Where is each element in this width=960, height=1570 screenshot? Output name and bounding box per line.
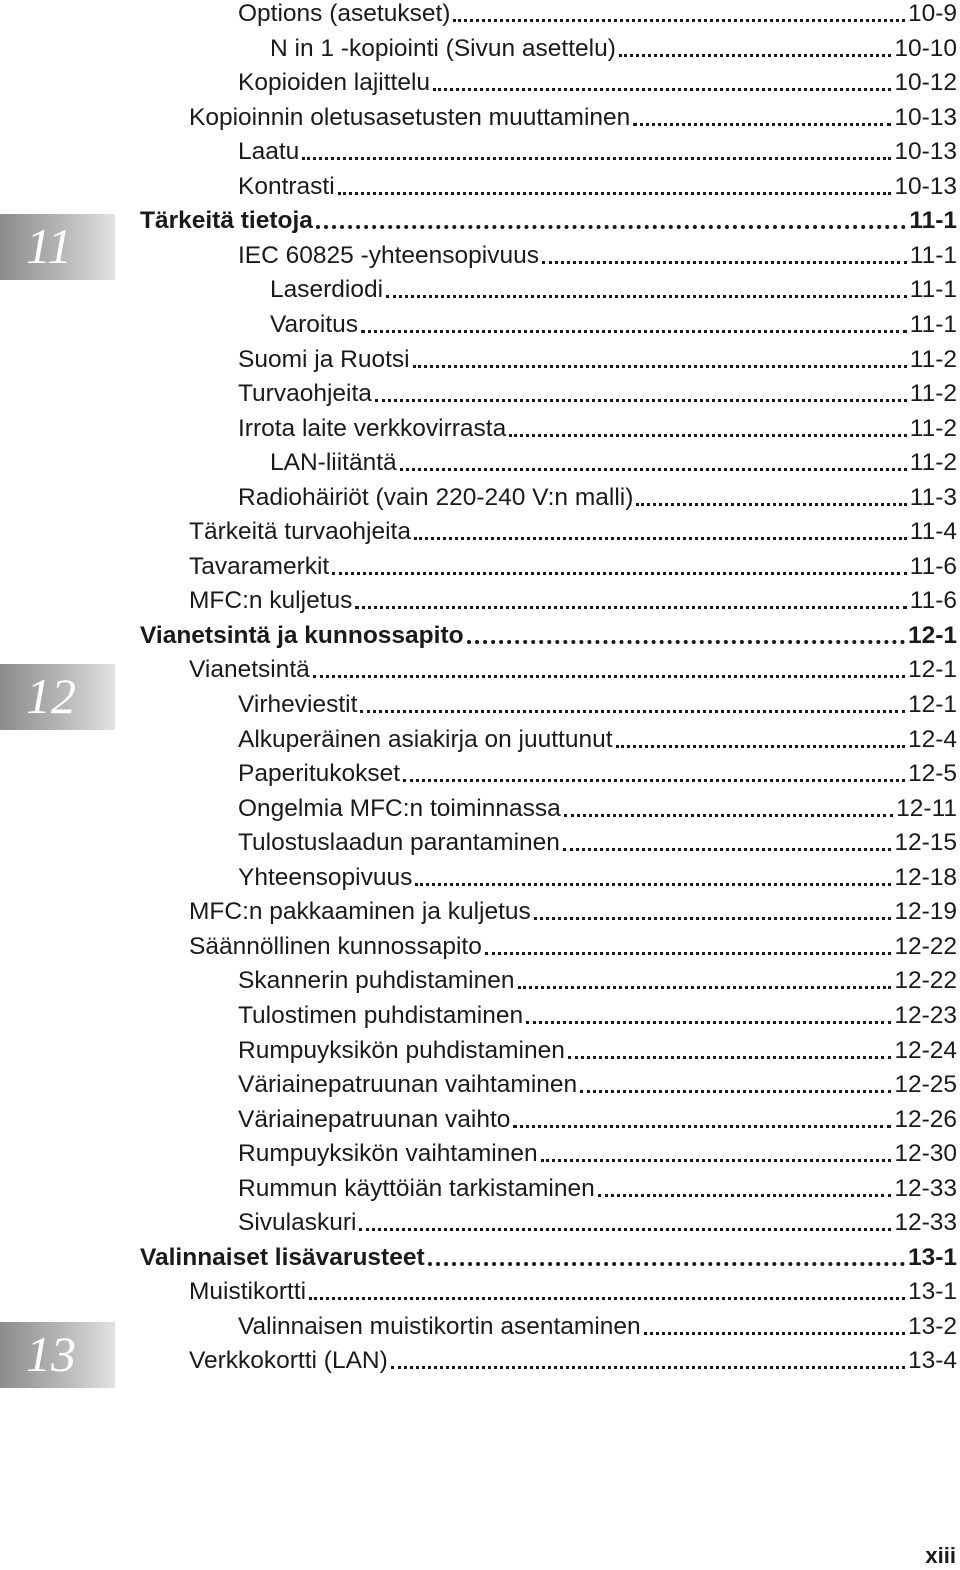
toc-entry-page: 12-15 bbox=[894, 829, 957, 857]
toc-entry-page: 12-22 bbox=[894, 967, 957, 995]
toc-entry-page: 12-1 bbox=[907, 656, 957, 684]
dot-leader bbox=[428, 1262, 905, 1266]
toc-entry-page: 11-1 bbox=[909, 310, 957, 338]
toc-entry[interactable] bbox=[189, 928, 957, 962]
toc-entry[interactable] bbox=[238, 133, 957, 167]
dot-leader bbox=[564, 814, 893, 817]
dot-leader bbox=[359, 1228, 891, 1231]
dot-leader bbox=[541, 1159, 892, 1162]
toc-chapter-entry[interactable] bbox=[140, 1239, 957, 1273]
toc-entry[interactable] bbox=[189, 548, 957, 582]
toc-entry-page: 13-1 bbox=[907, 1243, 957, 1271]
dot-leader bbox=[355, 606, 906, 609]
toc-entry-page: 12-26 bbox=[894, 1105, 957, 1133]
toc-entry[interactable] bbox=[238, 859, 957, 893]
toc-entry[interactable] bbox=[238, 168, 957, 202]
dot-leader bbox=[415, 883, 891, 886]
toc-entry-page: 11-3 bbox=[909, 483, 957, 511]
toc-entry[interactable] bbox=[238, 375, 957, 409]
dot-leader bbox=[360, 710, 905, 713]
toc-entry-page: 11-1 bbox=[909, 207, 957, 235]
toc-entry-page: 12-18 bbox=[894, 863, 957, 891]
dot-leader bbox=[633, 123, 891, 126]
toc-entry-title: Turvaohjeita bbox=[238, 380, 372, 408]
toc-entry[interactable] bbox=[238, 479, 957, 513]
toc-entry-title: Muistikortti bbox=[189, 1278, 307, 1306]
toc-entry[interactable] bbox=[238, 64, 957, 98]
toc-entry-page: 12-33 bbox=[894, 1209, 957, 1237]
chapter-tab-11 bbox=[0, 214, 115, 280]
toc-entry[interactable] bbox=[189, 651, 957, 685]
toc-entry-title: Tärkeitä turvaohjeita bbox=[189, 518, 411, 546]
toc-entry-page: 12-33 bbox=[894, 1174, 957, 1202]
dot-leader bbox=[413, 365, 907, 368]
dot-leader bbox=[391, 1366, 905, 1369]
toc-entry-title: Sivulaskuri bbox=[238, 1209, 357, 1237]
toc-entry[interactable] bbox=[238, 410, 957, 444]
toc-entry[interactable] bbox=[189, 99, 957, 133]
toc-entry[interactable] bbox=[238, 755, 957, 789]
toc-entry-title: Radiohäiriöt (vain 220-240 V:n malli) bbox=[238, 483, 634, 511]
toc-chapter-entry[interactable] bbox=[140, 617, 957, 651]
toc-entry-title: Väriainepatruunan vaihtaminen bbox=[238, 1071, 578, 1099]
toc-entry-title: Valinnaiset lisävarusteet bbox=[140, 1243, 425, 1271]
dot-leader bbox=[414, 537, 907, 540]
toc-entry[interactable] bbox=[238, 824, 957, 858]
toc-entry-page: 11-2 bbox=[909, 380, 957, 408]
toc-entry-page: 11-6 bbox=[909, 552, 957, 580]
dot-leader bbox=[338, 192, 892, 195]
dot-leader bbox=[386, 295, 907, 298]
dot-leader bbox=[542, 261, 907, 264]
toc-entry-page: 12-1 bbox=[907, 621, 957, 649]
dot-leader bbox=[433, 88, 891, 91]
toc-entry-page: 13-2 bbox=[907, 1312, 957, 1340]
toc-entry-page: 11-2 bbox=[909, 345, 957, 373]
toc-entry-title: Suomi ja Ruotsi bbox=[238, 345, 410, 373]
dot-leader bbox=[485, 952, 891, 955]
toc-entry-page: 11-2 bbox=[909, 414, 957, 442]
toc-entry[interactable] bbox=[270, 30, 957, 64]
toc-entry[interactable] bbox=[270, 306, 957, 340]
dot-leader bbox=[400, 468, 907, 471]
toc-entry-page: 12-19 bbox=[894, 898, 957, 926]
toc-entry[interactable] bbox=[238, 790, 957, 824]
toc-entry-title: Tulostuslaadun parantaminen bbox=[238, 829, 560, 857]
toc-entry-title: Vianetsintä ja kunnossapito bbox=[140, 621, 464, 649]
dot-leader bbox=[518, 986, 892, 989]
toc-entry-page: 12-30 bbox=[894, 1140, 957, 1168]
toc-entry-title: LAN-liitäntä bbox=[270, 449, 397, 477]
chapter-number: 11 bbox=[26, 218, 73, 274]
dot-leader bbox=[375, 399, 907, 402]
toc-entry-page: 10-13 bbox=[894, 103, 957, 131]
dot-leader bbox=[332, 572, 907, 575]
toc-entry-page: 12-5 bbox=[907, 760, 957, 788]
toc-chapter-entry[interactable] bbox=[140, 202, 957, 236]
toc-entry-title: Irrota laite verkkovirrasta bbox=[238, 414, 507, 442]
toc-entry-title: MFC:n pakkaaminen ja kuljetus bbox=[189, 898, 531, 926]
page-number: xiii bbox=[925, 1543, 956, 1568]
toc-entry-page: 13-4 bbox=[907, 1347, 957, 1375]
toc-entry-title: Virheviestit bbox=[238, 691, 358, 718]
toc-entry-title: Varoitus bbox=[270, 310, 359, 338]
toc-entry[interactable] bbox=[189, 1342, 957, 1376]
dot-leader bbox=[513, 1125, 891, 1128]
toc-entry-title: Säännöllinen kunnossapito bbox=[189, 932, 482, 960]
toc-entry-title: Options (asetukset) bbox=[238, 0, 451, 27]
toc-entry-title: Laatu bbox=[238, 138, 300, 166]
toc-entry-title: Ongelmia MFC:n toiminnassa bbox=[238, 794, 561, 822]
toc-entry-title: Rummun käyttöiän tarkistaminen bbox=[238, 1174, 595, 1202]
toc-entry-page: 11-1 bbox=[909, 241, 957, 269]
toc-entry-page: 12-23 bbox=[894, 1001, 957, 1029]
toc-entry[interactable] bbox=[189, 513, 957, 547]
toc-entry-title: MFC:n kuljetus bbox=[189, 587, 353, 615]
toc-entry-page: 11-1 bbox=[909, 276, 957, 304]
toc-entry-page: 11-4 bbox=[909, 518, 957, 546]
toc-entry-title: Skannerin puhdistaminen bbox=[238, 967, 515, 995]
dot-leader bbox=[563, 848, 891, 851]
toc-entry[interactable] bbox=[238, 721, 957, 755]
dot-leader bbox=[309, 1297, 905, 1300]
toc-entry-page: 10-12 bbox=[894, 69, 957, 97]
toc-entry[interactable] bbox=[238, 1101, 957, 1135]
toc-entry[interactable] bbox=[238, 1032, 957, 1066]
toc-entry-title: IEC 60825 -yhteensopivuus bbox=[238, 241, 539, 269]
toc-entry-page: 13-1 bbox=[907, 1278, 957, 1306]
dot-leader bbox=[316, 225, 906, 229]
dot-leader bbox=[644, 1332, 905, 1335]
toc-entry-page: 12-1 bbox=[907, 691, 957, 718]
toc-entry[interactable] bbox=[238, 341, 957, 375]
toc-entry-page: 10-13 bbox=[894, 138, 957, 166]
toc-entry-title: N in 1 -kopiointi (Sivun asettelu) bbox=[270, 34, 616, 62]
toc-entry-title: Rumpuyksikön puhdistaminen bbox=[238, 1036, 565, 1064]
toc-entry-title: Alkuperäinen asiakirja on juuttunut bbox=[238, 725, 613, 753]
dot-leader bbox=[580, 1090, 891, 1093]
dot-leader bbox=[534, 917, 892, 920]
toc-entry[interactable] bbox=[189, 582, 957, 616]
chapter-number: 13 bbox=[26, 1326, 76, 1382]
chapter-tab-12 bbox=[0, 664, 115, 730]
toc-entry-title: Väriainepatruunan vaihto bbox=[238, 1105, 511, 1133]
toc-entry[interactable] bbox=[270, 444, 957, 478]
dot-leader bbox=[636, 503, 906, 506]
dot-leader bbox=[526, 1021, 891, 1024]
toc-entry-page: 12-25 bbox=[894, 1071, 957, 1099]
toc-entry[interactable] bbox=[238, 0, 957, 29]
toc-entry-title: Tärkeitä tietoja bbox=[140, 207, 313, 235]
toc-entry-title: Valinnaisen muistikortin asentaminen bbox=[238, 1312, 641, 1340]
toc-entry-title: Kontrasti bbox=[238, 172, 335, 200]
toc-entry[interactable] bbox=[238, 686, 957, 720]
toc-entry-page: 12-22 bbox=[894, 932, 957, 960]
toc-entry[interactable] bbox=[189, 893, 957, 927]
toc-entry[interactable] bbox=[189, 1273, 957, 1307]
toc-entry-title: Paperitukokset bbox=[238, 760, 401, 788]
dot-leader bbox=[302, 157, 891, 160]
toc-entry[interactable] bbox=[238, 1308, 957, 1342]
toc-entry-page: 11-6 bbox=[909, 587, 957, 615]
toc-entry-title: Vianetsintä bbox=[189, 656, 310, 684]
toc-entry[interactable] bbox=[238, 1204, 957, 1238]
toc-entry[interactable] bbox=[270, 271, 957, 305]
dot-leader bbox=[467, 640, 905, 644]
toc-entry[interactable] bbox=[238, 1170, 957, 1204]
dot-leader bbox=[616, 745, 905, 748]
dot-leader bbox=[403, 779, 905, 782]
dot-leader bbox=[509, 434, 907, 437]
toc-entry-page: 10-13 bbox=[894, 172, 957, 200]
toc-entry-title: Verkkokortti (LAN) bbox=[189, 1347, 388, 1375]
toc-entry-page: 12-24 bbox=[894, 1036, 957, 1064]
toc-entry-page: 11-2 bbox=[909, 449, 957, 477]
chapter-number: 12 bbox=[26, 668, 76, 724]
toc-entry-title: Kopioinnin oletusasetusten muuttaminen bbox=[189, 103, 631, 131]
dot-leader bbox=[453, 19, 905, 22]
toc-entry-title: Laserdiodi bbox=[270, 276, 384, 304]
toc-entry[interactable] bbox=[238, 962, 957, 996]
dot-leader bbox=[568, 1056, 891, 1059]
toc-entry-page: 12-4 bbox=[907, 725, 957, 753]
toc-entry[interactable] bbox=[238, 237, 957, 271]
toc-entry[interactable] bbox=[238, 997, 957, 1031]
chapter-tab-13 bbox=[0, 1322, 115, 1388]
toc-entry-title: Tulostimen puhdistaminen bbox=[238, 1001, 524, 1029]
toc-entry[interactable] bbox=[238, 1066, 957, 1100]
dot-leader bbox=[313, 675, 905, 678]
dot-leader bbox=[598, 1194, 892, 1197]
toc-entry-page: 12-11 bbox=[896, 794, 957, 822]
toc-entry-page: 10-10 bbox=[894, 34, 957, 62]
toc-entry-page: 10-9 bbox=[907, 0, 957, 27]
toc-entry-title: Kopioiden lajittelu bbox=[238, 69, 431, 97]
toc-entry[interactable] bbox=[238, 1135, 957, 1169]
dot-leader bbox=[619, 54, 891, 57]
toc-entry-title: Tavaramerkit bbox=[189, 552, 330, 580]
dot-leader bbox=[361, 330, 907, 333]
toc-entry-title: Rumpuyksikön vaihtaminen bbox=[238, 1140, 538, 1168]
toc-entry-title: Yhteensopivuus bbox=[238, 863, 413, 891]
